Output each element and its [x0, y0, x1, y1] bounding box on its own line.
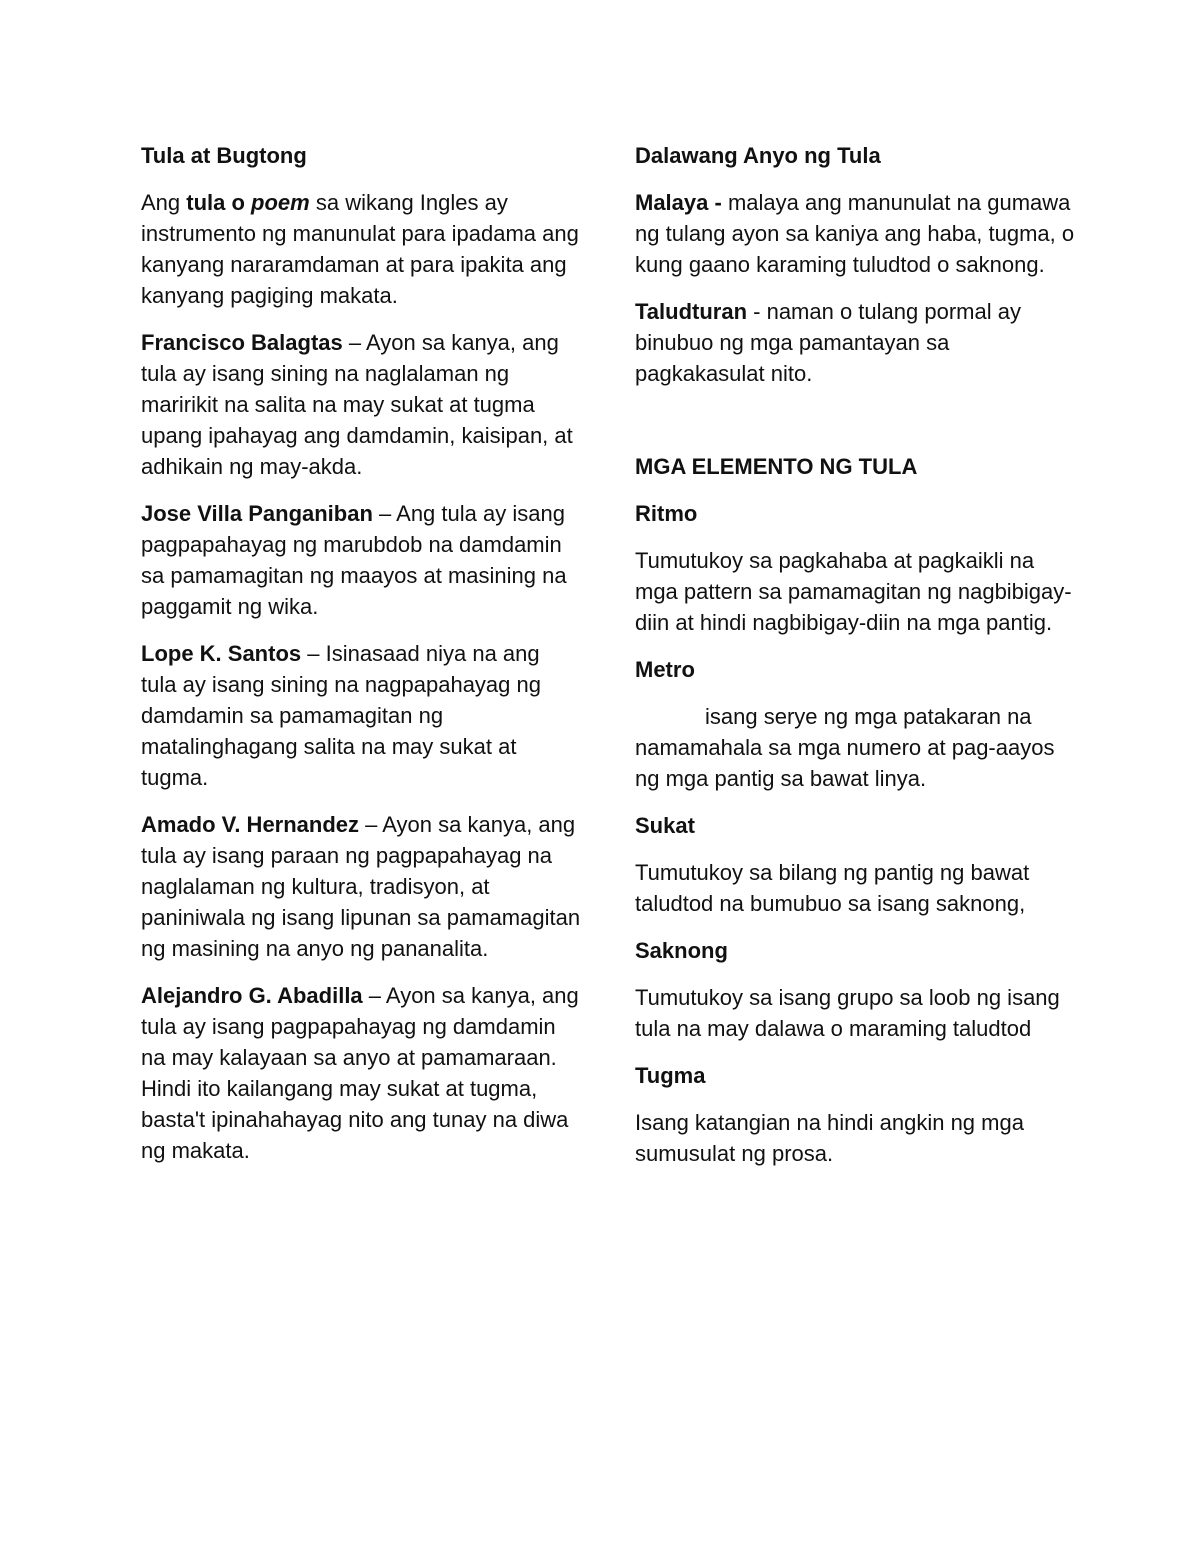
intro-italic: poem — [251, 190, 310, 215]
element-name: Ritmo — [635, 501, 698, 526]
element-name: Tugma — [635, 1063, 706, 1088]
definition-author: Jose Villa Panganiban — [141, 501, 373, 526]
spacer — [635, 405, 1075, 451]
definition-text: – Ayon sa kanya, ang tula ay isang sining na naglalaman ng maririkit na salita na may sukat at tugma upang ipahayag ang damdamin, kaisipan, at adhikain ng may-akda. — [141, 330, 573, 479]
definition-paragraph — [141, 809, 581, 964]
intro-bold: tula o — [186, 190, 252, 215]
element-description: Tumutukoy sa pagkahaba at pagkaikli na mga pattern sa pamamagitan ng nagbibigay-diin at hindi nagbibigay-diin na mga pantig. — [635, 548, 1072, 635]
form-paragraph — [635, 187, 1075, 280]
element-name: Saknong — [635, 938, 728, 963]
element-name: Metro — [635, 657, 695, 682]
element-description: Tumutukoy sa isang grupo sa loob ng isang tula na may dalawa o maraming taludtod — [635, 985, 1060, 1041]
form-text: malaya ang manunulat na gumawa ng tulang ayon sa kaniya ang haba, tugma, o kung gaano karaming tuludtod o saknong. — [635, 190, 1075, 277]
definition-author: Francisco Balagtas — [141, 330, 343, 355]
definition-author: Amado V. Hernandez — [141, 812, 360, 837]
form-text: - naman o tulang pormal ay binubuo ng mga pamantayan sa pagkakasulat nito. — [635, 299, 1021, 386]
element-name: Sukat — [635, 813, 695, 838]
intro-post: sa wikang Ingles ay instrumento ng manunulat para ipadama ang kanyang nararamdaman at para ipakita ang kanyang pagiging makata. — [141, 190, 579, 308]
right-column — [635, 140, 1075, 1185]
left-column — [141, 140, 581, 1182]
form-term: Malaya - — [635, 190, 722, 215]
element-description: Isang katangian na hindi angkin ng mga sumusulat ng prosa. — [635, 1110, 1024, 1166]
form-term: Taludturan — [635, 299, 748, 324]
forms-title: Dalawang Anyo ng Tula — [635, 143, 881, 168]
element-description: Tumutukoy sa bilang ng pantig ng bawat taludtod na bumubuo sa isang saknong, — [635, 860, 1030, 916]
definition-paragraph — [141, 327, 581, 482]
definition-author: Alejandro G. Abadilla — [141, 983, 363, 1008]
definition-text: – Ayon sa kanya, ang tula ay isang paraan ng pagpapahayag na naglalaman ng kultura, tradisyon, at paniniwala ng isang lipunan sa pamamagitan ng masining na anyo ng pananalita. — [141, 812, 581, 961]
definition-text: – Isinasaad niya na ang tula ay isang sining na nagpapahayag ng damdamin sa pamamagitan ng matalinghagang salita na may sukat at tugma. — [141, 641, 541, 790]
definition-text: – Ang tula ay isang pagpapahayag ng marubdob na damdamin sa pamamagitan ng maayos at masining na paggamit ng wika. — [141, 501, 567, 619]
element-description: isang serye ng mga patakaran na namamahala sa mga numero at pag-aayos ng mga pantig sa bawat linya. — [635, 704, 1055, 791]
form-paragraph — [635, 296, 1075, 389]
elements-title: MGA ELEMENTO NG TULA — [635, 454, 918, 479]
definition-author: Lope K. Santos — [141, 641, 302, 666]
definition-paragraph — [141, 498, 581, 622]
definition-paragraph — [141, 980, 581, 1166]
definition-paragraph — [141, 638, 581, 793]
intro-paragraph — [141, 187, 581, 311]
definition-text: – Ayon sa kanya, ang tula ay isang pagpapahayag ng damdamin na may kalayaan sa anyo at pamamaraan. Hindi ito kailangang may sukat at tugma, basta't ipinahahayag nito ang tunay na diwa ng makata. — [141, 983, 579, 1163]
section-title: Tula at Bugtong — [141, 143, 307, 168]
intro-pre: Ang — [141, 190, 187, 215]
